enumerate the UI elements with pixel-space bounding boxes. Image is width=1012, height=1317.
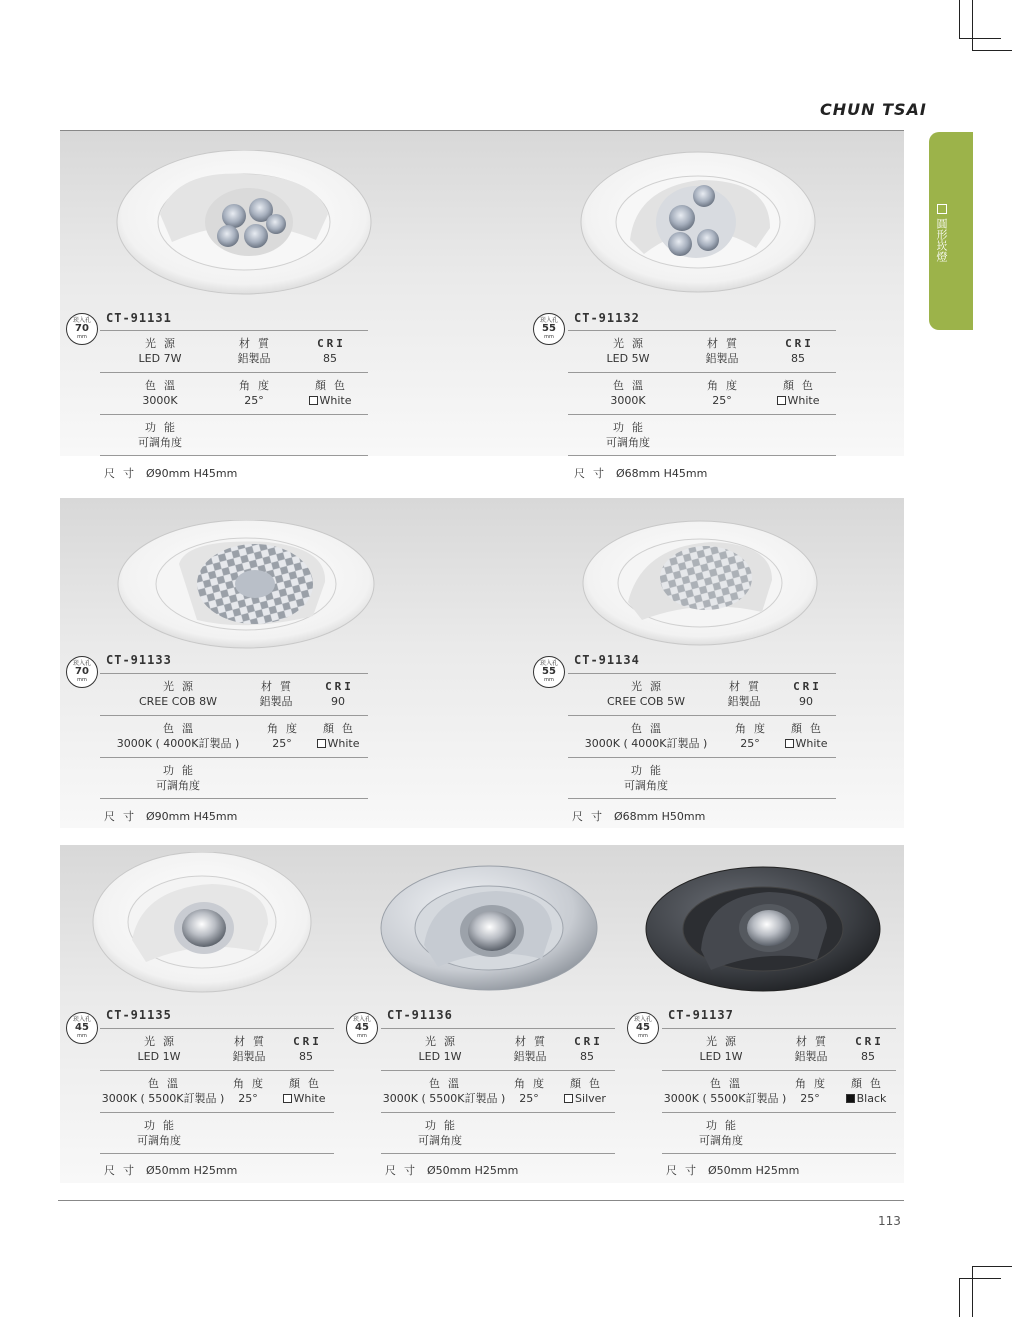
spec-angle: 角度 25° bbox=[795, 1077, 833, 1105]
dimensions: 尺寸 Ø50mm H25mm bbox=[666, 1164, 800, 1177]
dimensions: 尺寸 Ø50mm H25mm bbox=[385, 1164, 519, 1177]
spec-color: 顏色 White bbox=[762, 373, 834, 409]
spec-function: 功能 可調角度 bbox=[138, 421, 183, 449]
spec-row bbox=[568, 715, 836, 757]
fixture-image bbox=[116, 150, 372, 300]
spec-angle: 角度 25° bbox=[707, 379, 745, 407]
section-tab-label: 圓形崁燈 bbox=[935, 218, 948, 262]
color-swatch-icon bbox=[777, 396, 786, 405]
model-number: CT-91131 bbox=[106, 311, 172, 325]
spec-material: 材質 鋁製品 bbox=[727, 680, 767, 708]
color-swatch-icon bbox=[309, 396, 318, 405]
model-number: CT-91133 bbox=[106, 653, 172, 667]
spec-row bbox=[100, 757, 368, 799]
color-swatch-icon bbox=[317, 739, 326, 748]
brand-logo: CHUN TSAI bbox=[820, 100, 927, 119]
color-swatch-icon bbox=[846, 1094, 855, 1103]
spec-function: 功能 可調角度 bbox=[624, 764, 669, 792]
spec-function: 功能 可調角度 bbox=[137, 1119, 182, 1147]
spec-cri: CRI 85 bbox=[293, 1035, 322, 1063]
cutout-badge: 崁入孔 45 mm bbox=[346, 1012, 378, 1044]
fixture-image bbox=[645, 866, 881, 992]
spec-function: 功能 可調角度 bbox=[418, 1119, 463, 1147]
model-number: CT-91136 bbox=[387, 1008, 453, 1022]
spec-table bbox=[100, 673, 368, 799]
spec-color: 顏色 Black bbox=[836, 1071, 896, 1107]
spec-function: 功能 可調角度 bbox=[606, 421, 651, 449]
spec-row bbox=[568, 757, 836, 799]
section-tab[interactable] bbox=[929, 132, 973, 330]
spec-color-temp: 色溫 3000K ( 5500K訂製品 ) bbox=[101, 1077, 225, 1105]
fixture-image bbox=[117, 520, 375, 650]
spec-material: 材質 鋁製品 bbox=[237, 337, 277, 365]
spec-color-temp: 色溫 3000K ( 5500K訂製品 ) bbox=[663, 1077, 787, 1105]
spec-row bbox=[100, 372, 368, 414]
spec-color: 顏色 Silver bbox=[555, 1071, 615, 1107]
cutout-badge: 崁入孔 45 mm bbox=[627, 1012, 659, 1044]
spec-color: 顏色 White bbox=[776, 716, 836, 752]
fixture-image bbox=[580, 150, 820, 298]
dimensions: 尺寸 Ø90mm H45mm bbox=[104, 467, 238, 480]
spec-material: 材質 鋁製品 bbox=[794, 1035, 834, 1063]
model-number: CT-91137 bbox=[668, 1008, 734, 1022]
cutout-badge: 崁入孔 55 mm bbox=[533, 313, 565, 345]
spec-row bbox=[381, 1112, 615, 1154]
fixture-image bbox=[380, 865, 598, 991]
dimensions: 尺寸 Ø90mm H45mm bbox=[104, 810, 238, 823]
spec-angle: 角度 25° bbox=[267, 722, 305, 750]
spec-table bbox=[568, 330, 836, 456]
spec-table bbox=[100, 330, 368, 456]
spec-cri: CRI 85 bbox=[317, 337, 346, 365]
spec-color: 顏色 White bbox=[294, 373, 366, 409]
cutout-badge: 崁入孔 70 mm bbox=[66, 313, 98, 345]
spec-color-temp: 色溫 3000K bbox=[142, 379, 183, 407]
spec-material: 材質 鋁製品 bbox=[259, 680, 299, 708]
crop-mark bbox=[972, 0, 973, 50]
fixture-image bbox=[582, 520, 818, 646]
dimensions: 尺寸 Ø50mm H25mm bbox=[104, 1164, 238, 1177]
spec-color-temp: 色溫 3000K ( 4000K訂製品 ) bbox=[584, 722, 708, 750]
spec-light-source: 光源 CREE COB 8W bbox=[139, 680, 217, 708]
spec-material: 材質 鋁製品 bbox=[232, 1035, 272, 1063]
spec-light-source: 光源 LED 1W bbox=[137, 1035, 182, 1063]
cutout-badge: 崁入孔 55 mm bbox=[533, 656, 565, 688]
model-number: CT-91134 bbox=[574, 653, 640, 667]
spec-material: 材質 鋁製品 bbox=[513, 1035, 553, 1063]
spec-table bbox=[381, 1028, 615, 1154]
spec-row bbox=[100, 1112, 334, 1154]
spec-row bbox=[662, 1112, 896, 1154]
spec-color-temp: 色溫 3000K ( 4000K訂製品 ) bbox=[116, 722, 240, 750]
spec-color: 顏色 White bbox=[308, 716, 368, 752]
spec-row bbox=[100, 673, 368, 715]
spec-light-source: 光源 LED 7W bbox=[138, 337, 183, 365]
spec-cri: CRI 85 bbox=[855, 1035, 884, 1063]
color-swatch-icon bbox=[564, 1094, 573, 1103]
spec-row bbox=[568, 372, 836, 414]
cutout-badge: 崁入孔 45 mm bbox=[66, 1012, 98, 1044]
fixture-image bbox=[92, 852, 312, 994]
spec-cri: CRI 90 bbox=[325, 680, 354, 708]
spec-row bbox=[568, 673, 836, 715]
dimensions: 尺寸 Ø68mm H50mm bbox=[572, 810, 706, 823]
spec-angle: 角度 25° bbox=[735, 722, 773, 750]
spec-row bbox=[381, 1028, 615, 1070]
spec-table bbox=[568, 673, 836, 799]
spec-table bbox=[662, 1028, 896, 1154]
spec-light-source: 光源 LED 1W bbox=[699, 1035, 744, 1063]
spec-light-source: 光源 LED 5W bbox=[606, 337, 651, 365]
spec-row bbox=[100, 1028, 334, 1070]
spec-light-source: 光源 CREE COB 5W bbox=[607, 680, 685, 708]
crop-mark bbox=[959, 0, 960, 38]
spec-color-temp: 色溫 3000K bbox=[610, 379, 651, 407]
model-number: CT-91135 bbox=[106, 1008, 172, 1022]
model-number: CT-91132 bbox=[574, 311, 640, 325]
crop-mark bbox=[972, 1266, 1012, 1267]
spec-color: 顏色 White bbox=[274, 1071, 334, 1107]
spec-row bbox=[662, 1028, 896, 1070]
spec-row bbox=[381, 1070, 615, 1112]
spec-row bbox=[100, 414, 368, 456]
spec-material: 材質 鋁製品 bbox=[705, 337, 745, 365]
spec-light-source: 光源 LED 1W bbox=[418, 1035, 463, 1063]
square-icon bbox=[937, 204, 947, 214]
color-swatch-icon bbox=[283, 1094, 292, 1103]
page-number: 113 bbox=[878, 1214, 901, 1228]
crop-mark bbox=[972, 1266, 973, 1317]
spec-row bbox=[100, 715, 368, 757]
spec-row bbox=[100, 330, 368, 372]
crop-mark bbox=[959, 38, 1001, 39]
dimensions: 尺寸 Ø68mm H45mm bbox=[574, 467, 708, 480]
color-swatch-icon bbox=[785, 739, 794, 748]
spec-row bbox=[568, 330, 836, 372]
spec-color-temp: 色溫 3000K ( 5500K訂製品 ) bbox=[382, 1077, 506, 1105]
spec-row bbox=[100, 1070, 334, 1112]
bottom-divider bbox=[58, 1200, 904, 1201]
spec-angle: 角度 25° bbox=[514, 1077, 552, 1105]
spec-angle: 角度 25° bbox=[233, 1077, 271, 1105]
spec-cri: CRI 85 bbox=[785, 337, 814, 365]
crop-mark bbox=[972, 50, 1012, 51]
spec-table bbox=[100, 1028, 334, 1154]
spec-row bbox=[662, 1070, 896, 1112]
spec-function: 功能 可調角度 bbox=[699, 1119, 744, 1147]
spec-cri: CRI 85 bbox=[574, 1035, 603, 1063]
spec-function: 功能 可調角度 bbox=[156, 764, 201, 792]
cutout-badge: 崁入孔 70 mm bbox=[66, 656, 98, 688]
spec-angle: 角度 25° bbox=[239, 379, 277, 407]
spec-row bbox=[568, 414, 836, 456]
crop-mark bbox=[959, 1278, 960, 1317]
spec-cri: CRI 90 bbox=[793, 680, 822, 708]
crop-mark bbox=[959, 1278, 1001, 1279]
